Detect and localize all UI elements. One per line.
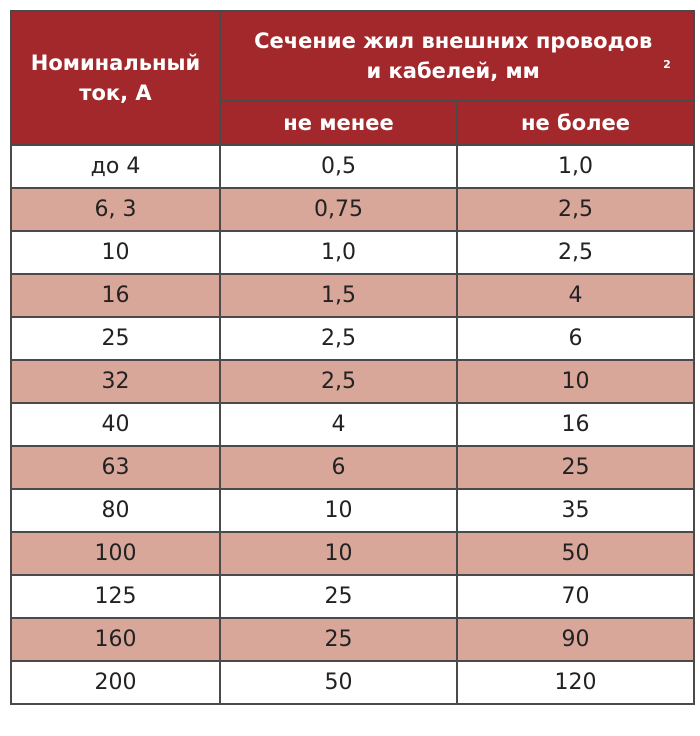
cell-min-section-value: 1,0	[321, 240, 356, 265]
cell-min-section-value: 25	[324, 584, 353, 609]
cell-max-section	[457, 532, 694, 575]
header-rated-current	[11, 11, 220, 145]
cell-min-section	[220, 274, 457, 317]
cell-max-section	[457, 188, 694, 231]
cell-max-section	[457, 403, 694, 446]
cell-max-section	[457, 489, 694, 532]
cell-min-section	[220, 360, 457, 403]
cell-min-section-value: 25	[324, 627, 353, 652]
table-row	[11, 317, 694, 360]
cell-rated-current	[11, 360, 220, 403]
table-row	[11, 274, 694, 317]
cell-max-section-value: 25	[561, 455, 590, 480]
cell-rated-current	[11, 188, 220, 231]
table-row	[11, 231, 694, 274]
cell-min-section	[220, 618, 457, 661]
cell-max-section	[457, 145, 694, 188]
cell-min-section-value: 0,5	[321, 154, 356, 179]
cell-rated-current-value: до 4	[90, 154, 141, 179]
cell-max-section-value: 50	[561, 541, 590, 566]
header-min-label: не менее	[283, 111, 394, 135]
cell-max-section-value: 4	[568, 283, 583, 308]
table-body	[11, 145, 694, 704]
cell-min-section-value: 4	[331, 412, 346, 437]
cell-min-section	[220, 489, 457, 532]
table-row	[11, 360, 694, 403]
table-row	[11, 403, 694, 446]
cell-min-section	[220, 661, 457, 704]
cell-rated-current-value: 63	[101, 455, 130, 480]
table-row	[11, 489, 694, 532]
cell-rated-current	[11, 145, 220, 188]
cell-rated-current	[11, 231, 220, 274]
table-row	[11, 661, 694, 704]
cell-rated-current-value: 80	[101, 498, 130, 523]
cell-max-section	[457, 360, 694, 403]
cell-min-section	[220, 532, 457, 575]
cell-rated-current-value: 125	[94, 584, 137, 609]
cell-min-section	[220, 403, 457, 446]
header-cross-section-sup: 2	[663, 58, 671, 71]
table-row	[11, 532, 694, 575]
cell-max-section-value: 2,5	[558, 197, 593, 222]
cell-max-section-value: 1,0	[558, 154, 593, 179]
cell-max-section-value: 70	[561, 584, 590, 609]
cell-rated-current	[11, 317, 220, 360]
wire-section-table	[10, 10, 695, 705]
header-cross-section-label: Сечение жил внешних проводов и кабелей, мм	[254, 29, 653, 83]
cell-max-section-value: 6	[568, 326, 583, 351]
cell-min-section-value: 1,5	[321, 283, 356, 308]
cell-min-section	[220, 575, 457, 618]
cell-min-section-value: 0,75	[314, 197, 363, 222]
cell-max-section-value: 10	[561, 369, 590, 394]
header-max-label: не более	[520, 111, 631, 135]
cell-rated-current-value: 40	[101, 412, 130, 437]
cell-rated-current-value: 200	[94, 670, 137, 695]
cell-rated-current	[11, 403, 220, 446]
cell-min-section	[220, 145, 457, 188]
cell-min-section	[220, 188, 457, 231]
cell-min-section-value: 2,5	[321, 326, 356, 351]
header-rated-current-label: Номинальный ток, А	[30, 51, 201, 105]
cell-rated-current-value: 100	[94, 541, 137, 566]
header-min	[220, 101, 457, 145]
cell-max-section	[457, 317, 694, 360]
table-row	[11, 618, 694, 661]
cell-max-section	[457, 274, 694, 317]
table-row	[11, 188, 694, 231]
header-cross-section	[220, 11, 694, 101]
cell-rated-current	[11, 661, 220, 704]
cell-max-section-value: 35	[561, 498, 590, 523]
cell-max-section-value: 90	[561, 627, 590, 652]
cell-max-section-value: 120	[554, 670, 597, 695]
header-max	[457, 101, 694, 145]
cell-min-section	[220, 317, 457, 360]
cell-rated-current	[11, 618, 220, 661]
cell-max-section	[457, 446, 694, 489]
cell-max-section-value: 2,5	[558, 240, 593, 265]
table-row	[11, 446, 694, 489]
cell-min-section-value: 6	[331, 455, 346, 480]
cell-min-section-value: 10	[324, 498, 353, 523]
cell-rated-current	[11, 274, 220, 317]
cell-rated-current-value: 6, 3	[94, 197, 137, 222]
cell-max-section	[457, 231, 694, 274]
cell-rated-current-value: 32	[101, 369, 130, 394]
cell-rated-current	[11, 489, 220, 532]
cell-min-section-value: 50	[324, 670, 353, 695]
cell-max-section-value: 16	[561, 412, 590, 437]
cell-min-section-value: 10	[324, 541, 353, 566]
cell-rated-current-value: 160	[94, 627, 137, 652]
cell-rated-current-value: 16	[101, 283, 130, 308]
cell-max-section	[457, 661, 694, 704]
cell-min-section	[220, 231, 457, 274]
cell-min-section-value: 2,5	[321, 369, 356, 394]
cell-rated-current-value: 25	[101, 326, 130, 351]
cell-rated-current-value: 10	[101, 240, 130, 265]
cell-max-section	[457, 618, 694, 661]
table-row	[11, 575, 694, 618]
cell-rated-current	[11, 532, 220, 575]
cell-rated-current	[11, 575, 220, 618]
cell-max-section	[457, 575, 694, 618]
cell-rated-current	[11, 446, 220, 489]
cell-min-section	[220, 446, 457, 489]
table-row	[11, 145, 694, 188]
